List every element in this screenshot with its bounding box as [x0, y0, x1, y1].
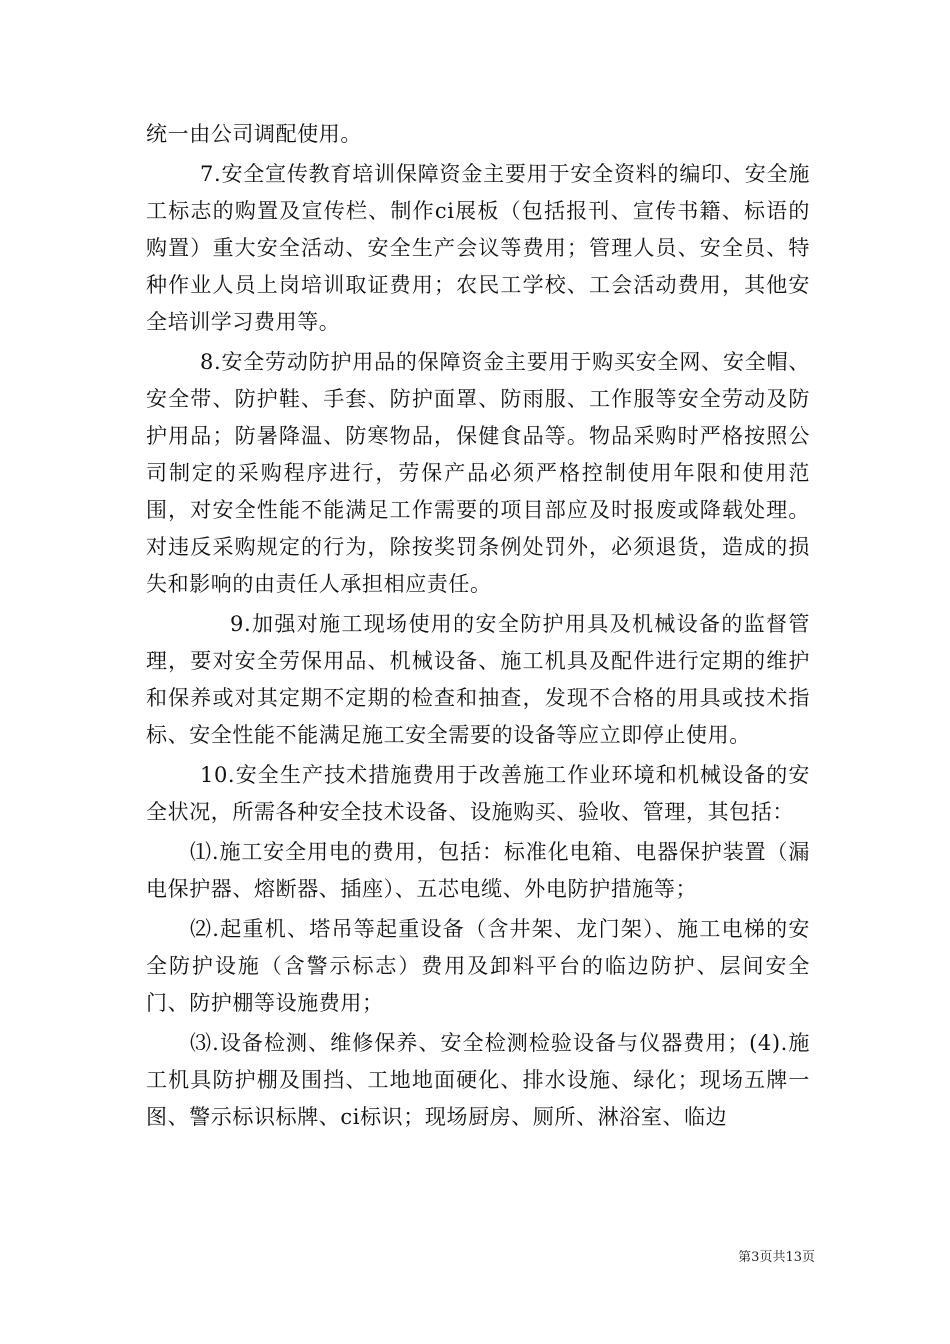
paragraph-item-7: 7.安全宣传教育培训保障资金主要用于安全资料的编印、安全施工标志的购置及宣传栏、制作ci展板（包括报刊、宣传书籍、标语的购置）重大安全活动、安全生产会议等费用；管理人员、安全员、特种作业人员上岗培训取证费用；农民工学校、工会活动费用，其他安全培训学习费用等。: [146, 162, 810, 334]
paragraph-continuation: 统一由公司调配使用。: [146, 122, 362, 146]
paragraph-item-10: 10.安全生产技术措施费用于改善施工作业环境和机械设备的安全状况，所需各种安全技术设备、设施购买、验收、管理，其包括：: [146, 763, 810, 824]
paragraph-subitem-3: ⑶.设备检测、维修保养、安全检测检验设备与仪器费用；(4).施工机具防护棚及围挡、工地地面硬化、排水设施、绿化；现场五牌一图、警示标识标牌、ci标识；现场厨房、厕所、淋浴室、临边: [146, 1031, 810, 1129]
paragraph-subitem-1: ⑴.施工安全用电的费用，包括：标准化电箱、电器保护装置（漏电保护器、熔断器、插座）、五芯电缆、外电防护措施等；: [146, 840, 810, 901]
paragraph-item-8: 8.安全劳动防护用品的保障资金主要用于购买安全网、安全帽、安全带、防护鞋、手套、防护面罩、防雨服、工作服等安全劳动及防护用品；防暑降温、防寒物品，保健食品等。物品采购时严格按照公司制定的采购程序进行，劳保产品必须严格控制使用年限和使用范围，对安全性能不能满足工作需要的项目部应及时报废或降载处理。对违反采购规定的行为，除按奖罚条例处罚外，必须退货，造成的损失和影响的由责任人承担相应责任。: [146, 350, 810, 596]
paragraph-item-9: 9.加强对施工现场使用的安全防护用具及机械设备的监督管理，要对安全劳保用品、机械设备、施工机具及配件进行定期的维护和保养或对其定期不定期的检查和抽查，发现不合格的用具或技术指标、安全性能不能满足施工安全需要的设备等应立即停止使用。: [146, 612, 810, 747]
document-body: [146, 116, 810, 1136]
paragraph-subitem-2: ⑵.起重机、塔吊等起重设备（含井架、龙门架）、施工电梯的安全防护设施（含警示标志）费用及卸料平台的临边防护、层间安全门、防护棚等设施费用；: [146, 917, 810, 1015]
page-number-footer: 第3页共13页: [738, 1250, 815, 1265]
